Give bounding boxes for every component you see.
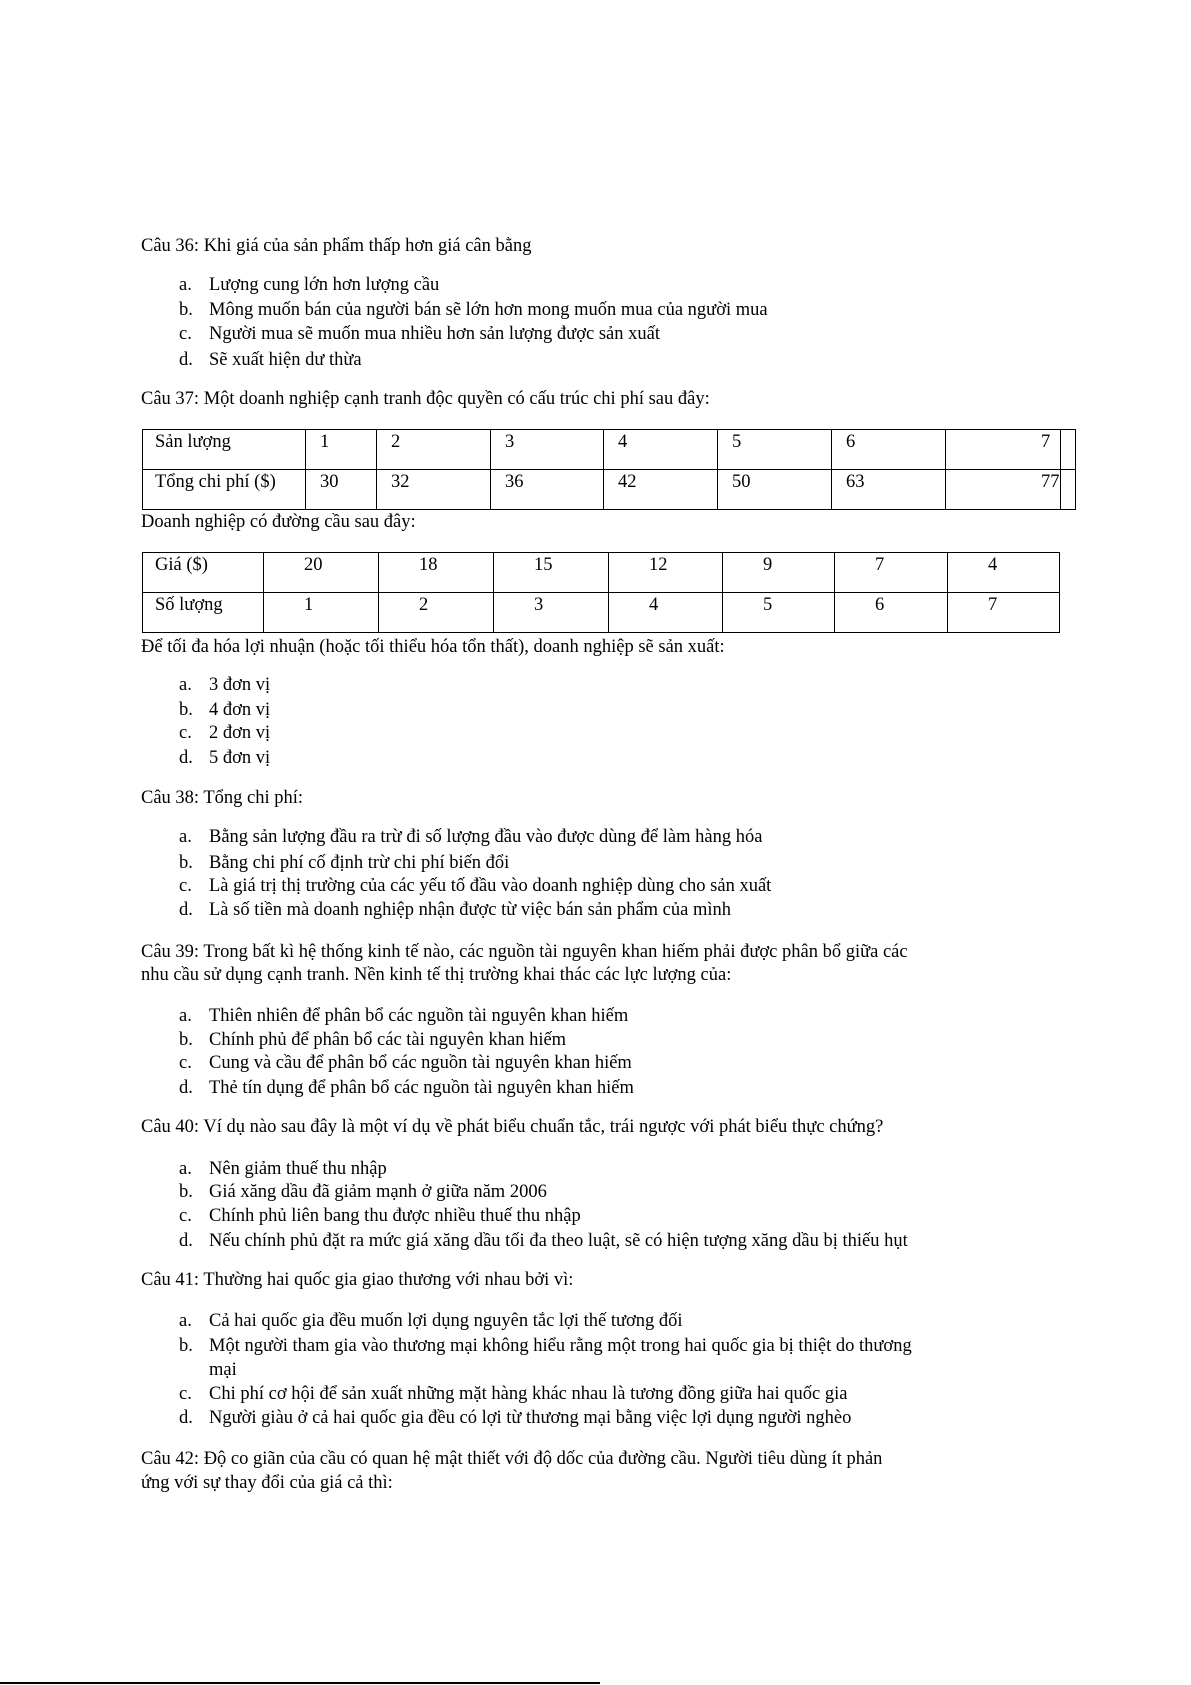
table-cell: 18 — [379, 553, 494, 593]
demand-intro: Doanh nghiệp có đường cầu sau đây: — [141, 512, 416, 532]
option-letter: b. — [179, 1336, 193, 1356]
option-text-continued: mại — [209, 1360, 237, 1380]
question-38: Câu 38: Tổng chi phí: — [141, 788, 304, 808]
option-letter: d. — [179, 1078, 193, 1098]
option-letter: a. — [179, 1159, 192, 1179]
row-header: Giá ($) — [143, 553, 264, 593]
table-cell: 3 — [491, 430, 604, 470]
table-cell: 4 — [948, 553, 1060, 593]
option-text: Thiên nhiên để phân bổ các nguồn tài nguyên khan hiếm — [209, 1006, 629, 1026]
table-cell: 1 — [306, 430, 377, 470]
option-text: Mông muốn bán của người bán sẽ lớn hơn mong muốn mua của người mua — [209, 300, 768, 320]
question-41: Câu 41: Thường hai quốc gia giao thương với nhau bởi vì: — [141, 1270, 574, 1290]
option-text: 4 đơn vị — [209, 700, 271, 720]
table-cell: 12 — [609, 553, 723, 593]
table-cell: 63 — [832, 470, 946, 510]
option-text: Bằng chi phí cố định trừ chi phí biến đổi — [209, 853, 510, 873]
option-text: Chính phủ liên bang thu được nhiều thuế thu nhập — [209, 1206, 581, 1226]
option-text: Là số tiền mà doanh nghiệp nhận được từ việc bán sản phẩm của mình — [209, 900, 732, 920]
option-letter: a. — [179, 275, 192, 295]
row-header: Sản lượng — [143, 430, 306, 470]
question-42-line: ứng với sự thay đổi của giá cả thì: — [141, 1473, 393, 1493]
option-letter: c. — [179, 876, 192, 896]
question-40: Câu 40: Ví dụ nào sau đây là một ví dụ về phát biểu chuẩn tắc, trái ngược với phát biểu thực chứng? — [141, 1117, 884, 1137]
table-cell: 36 — [491, 470, 604, 510]
option-text: Nên giảm thuế thu nhập — [209, 1159, 387, 1179]
cost-table — [142, 429, 1076, 510]
option-text: Chính phủ để phân bổ các tài nguyên khan hiếm — [209, 1030, 567, 1050]
table-cell: 42 — [604, 470, 718, 510]
option-letter: c. — [179, 1384, 192, 1404]
table-cell: 7 — [946, 430, 1061, 470]
option-letter: a. — [179, 675, 192, 695]
table-cell: 2 — [377, 430, 491, 470]
option-text: 3 đơn vị — [209, 675, 271, 695]
table-row — [143, 593, 1060, 633]
table-cell: 30 — [306, 470, 377, 510]
option-text: Lượng cung lớn hơn lượng cầu — [209, 275, 440, 295]
option-text: Cung và cầu để phân bổ các nguồn tài nguyên khan hiếm — [209, 1053, 632, 1073]
option-letter: b. — [179, 1030, 193, 1050]
table-cell: 20 — [264, 553, 379, 593]
option-text: Một người tham gia vào thương mại không hiểu rằng một trong hai quốc gia bị thiệt do thương — [209, 1336, 912, 1356]
question-42-line: Câu 42: Độ co giãn của cầu có quan hệ mật thiết với độ dốc của đường cầu. Người tiêu dùng ít phản — [141, 1449, 883, 1469]
table-cell: 4 — [609, 593, 723, 633]
table-cell: 4 — [604, 430, 718, 470]
option-letter: b. — [179, 853, 193, 873]
option-letter: a. — [179, 827, 192, 847]
table-cell: 32 — [377, 470, 491, 510]
table-cell: 7 — [835, 553, 948, 593]
table-cell — [1060, 470, 1075, 510]
table-cell: 2 — [379, 593, 494, 633]
question-37-prompt: Để tối đa hóa lợi nhuận (hoặc tối thiểu hóa tổn thất), doanh nghiệp sẽ sản xuất: — [141, 637, 725, 657]
option-letter: d. — [179, 900, 193, 920]
option-letter: a. — [179, 1006, 192, 1026]
table-cell: 50 — [718, 470, 832, 510]
question-39-line: nhu cầu sử dụng cạnh tranh. Nền kinh tế thị trường khai thác các lực lượng của: — [141, 965, 732, 985]
table-cell: 3 — [494, 593, 609, 633]
demand-table — [142, 552, 1060, 633]
option-text: Thẻ tín dụng để phân bổ các nguồn tài nguyên khan hiếm — [209, 1078, 634, 1098]
option-text: Sẽ xuất hiện dư thừa — [209, 350, 362, 370]
question-37: Câu 37: Một doanh nghiệp cạnh tranh độc quyền có cấu trúc chi phí sau đây: — [141, 389, 710, 409]
table-cell — [1060, 430, 1075, 470]
option-text: Chi phí cơ hội để sản xuất những mặt hàng khác nhau là tương đồng giữa hai quốc gia — [209, 1384, 848, 1404]
table-cell: 5 — [718, 430, 832, 470]
option-letter: a. — [179, 1311, 192, 1331]
option-letter: b. — [179, 1182, 193, 1202]
table-cell: 15 — [494, 553, 609, 593]
table-cell: 6 — [835, 593, 948, 633]
option-letter: c. — [179, 1206, 192, 1226]
option-letter: c. — [179, 1053, 192, 1073]
option-text: Người giàu ở cả hai quốc gia đều có lợi từ thương mại bằng việc lợi dụng người nghèo — [209, 1408, 852, 1428]
row-header: Tổng chi phí ($) — [143, 470, 306, 510]
option-text: Giá xăng dầu đã giảm mạnh ở giữa năm 2006 — [209, 1182, 547, 1202]
row-header: Số lượng — [143, 593, 264, 633]
option-letter: d. — [179, 350, 193, 370]
option-text: 2 đơn vị — [209, 723, 271, 743]
option-letter: d. — [179, 1408, 193, 1428]
table-cell: 6 — [832, 430, 946, 470]
question-39-line: Câu 39: Trong bất kì hệ thống kinh tế nào, các nguồn tài nguyên khan hiếm phải được phân bổ giữa các — [141, 942, 908, 962]
option-text: Nếu chính phủ đặt ra mức giá xăng dầu tối đa theo luật, sẽ có hiện tượng xăng dầu bị thiếu hụt — [209, 1231, 908, 1251]
option-text: Bằng sản lượng đầu ra trừ đi số lượng đầu vào được dùng để làm hàng hóa — [209, 827, 763, 847]
option-text: Người mua sẽ muốn mua nhiều hơn sản lượng được sản xuất — [209, 324, 660, 344]
option-text: Cả hai quốc gia đều muốn lợi dụng nguyên tắc lợi thế tương đối — [209, 1311, 683, 1331]
table-row — [143, 553, 1060, 593]
table-cell: 5 — [723, 593, 835, 633]
page-bottom-rule — [0, 1682, 600, 1684]
option-text: Là giá trị thị trường của các yếu tố đầu vào doanh nghiệp dùng cho sản xuất — [209, 876, 772, 896]
option-letter: b. — [179, 700, 193, 720]
table-cell: 7 — [948, 593, 1060, 633]
table-cell: 1 — [264, 593, 379, 633]
option-letter: b. — [179, 300, 193, 320]
option-letter: d. — [179, 1231, 193, 1251]
option-letter: c. — [179, 324, 192, 344]
option-letter: c. — [179, 723, 192, 743]
table-cell: 77 — [946, 470, 1061, 510]
option-letter: d. — [179, 748, 193, 768]
option-text: 5 đơn vị — [209, 748, 271, 768]
table-row — [143, 470, 1076, 510]
table-row — [143, 430, 1076, 470]
table-cell: 9 — [723, 553, 835, 593]
question-36: Câu 36: Khi giá của sản phẩm thấp hơn giá cân bằng — [141, 236, 532, 256]
